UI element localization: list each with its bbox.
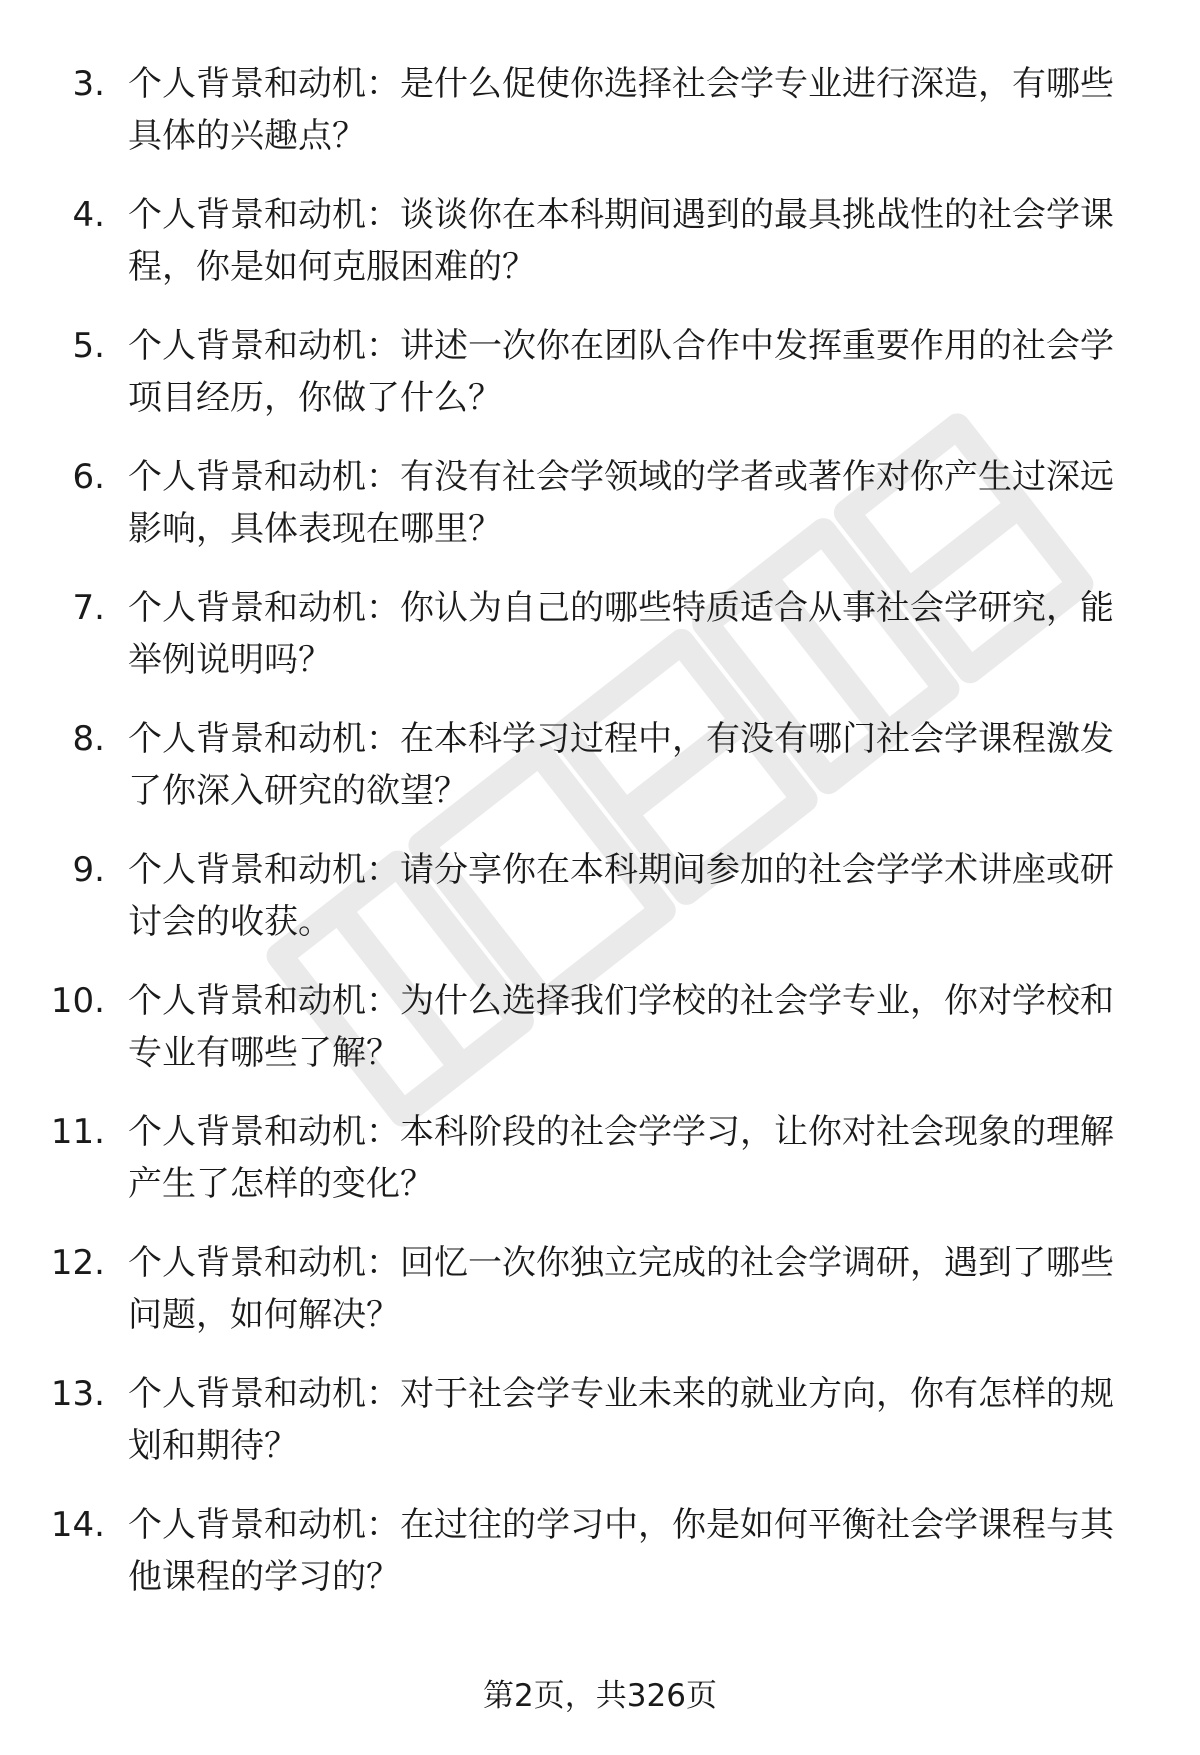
question-number: 13. <box>50 1374 105 1414</box>
question-text: 个人背景和动机：有没有社会学领域的学者或著作对你产生过深远影响，具体表现在哪里？ <box>128 457 1114 549</box>
question-item-10 <box>0 975 1200 1106</box>
question-item-9 <box>0 844 1200 975</box>
question-text: 个人背景和动机：在过往的学习中，你是如何平衡社会学课程与其他课程的学习的？ <box>128 1505 1114 1597</box>
question-text: 个人背景和动机：谈谈你在本科期间遇到的最具挑战性的社会学课程，你是如何克服困难的？ <box>128 195 1114 287</box>
question-number: 7. <box>72 588 105 628</box>
question-number: 9. <box>72 850 105 890</box>
question-text: 个人背景和动机：为什么选择我们学校的社会学专业，你对学校和专业有哪些了解？ <box>128 981 1114 1073</box>
question-number: 11. <box>50 1112 105 1152</box>
page-number-label: 第2页，共326页 <box>483 1678 717 1714</box>
question-item-7 <box>0 582 1200 713</box>
question-number: 4. <box>72 195 105 235</box>
question-item-13 <box>0 1368 1200 1499</box>
question-item-3 <box>0 58 1200 189</box>
question-item-11 <box>0 1106 1200 1237</box>
question-number: 6. <box>72 457 105 497</box>
question-text: 个人背景和动机：对于社会学专业未来的就业方向，你有怎样的规划和期待？ <box>128 1374 1114 1466</box>
question-text: 个人背景和动机：你认为自己的哪些特质适合从事社会学研究，能举例说明吗？ <box>128 588 1114 680</box>
question-item-8 <box>0 713 1200 844</box>
question-item-14 <box>0 1499 1200 1630</box>
question-text: 个人背景和动机：回忆一次你独立完成的社会学调研，遇到了哪些问题，如何解决？ <box>128 1243 1114 1335</box>
question-number: 5. <box>72 326 105 366</box>
question-list <box>0 58 1200 1630</box>
question-number: 14. <box>50 1505 105 1545</box>
question-text: 个人背景和动机：在本科学习过程中，有没有哪门社会学课程激发了你深入研究的欲望？ <box>128 719 1114 811</box>
question-number: 3. <box>72 64 105 104</box>
question-item-4 <box>0 189 1200 320</box>
question-number: 8. <box>72 719 105 759</box>
question-number: 10. <box>50 981 105 1021</box>
question-text: 个人背景和动机：是什么促使你选择社会学专业进行深造，有哪些具体的兴趣点？ <box>128 64 1114 156</box>
question-text: 个人背景和动机：讲述一次你在团队合作中发挥重要作用的社会学项目经历，你做了什么？ <box>128 326 1114 418</box>
question-text: 个人背景和动机：请分享你在本科期间参加的社会学学术讲座或研讨会的收获。 <box>128 850 1114 942</box>
question-item-6 <box>0 451 1200 582</box>
question-item-12 <box>0 1237 1200 1368</box>
question-number: 12. <box>50 1243 105 1283</box>
question-text: 个人背景和动机：本科阶段的社会学学习，让你对社会现象的理解产生了怎样的变化？ <box>128 1112 1114 1204</box>
question-item-5 <box>0 320 1200 451</box>
page-footer <box>0 1676 1200 1716</box>
